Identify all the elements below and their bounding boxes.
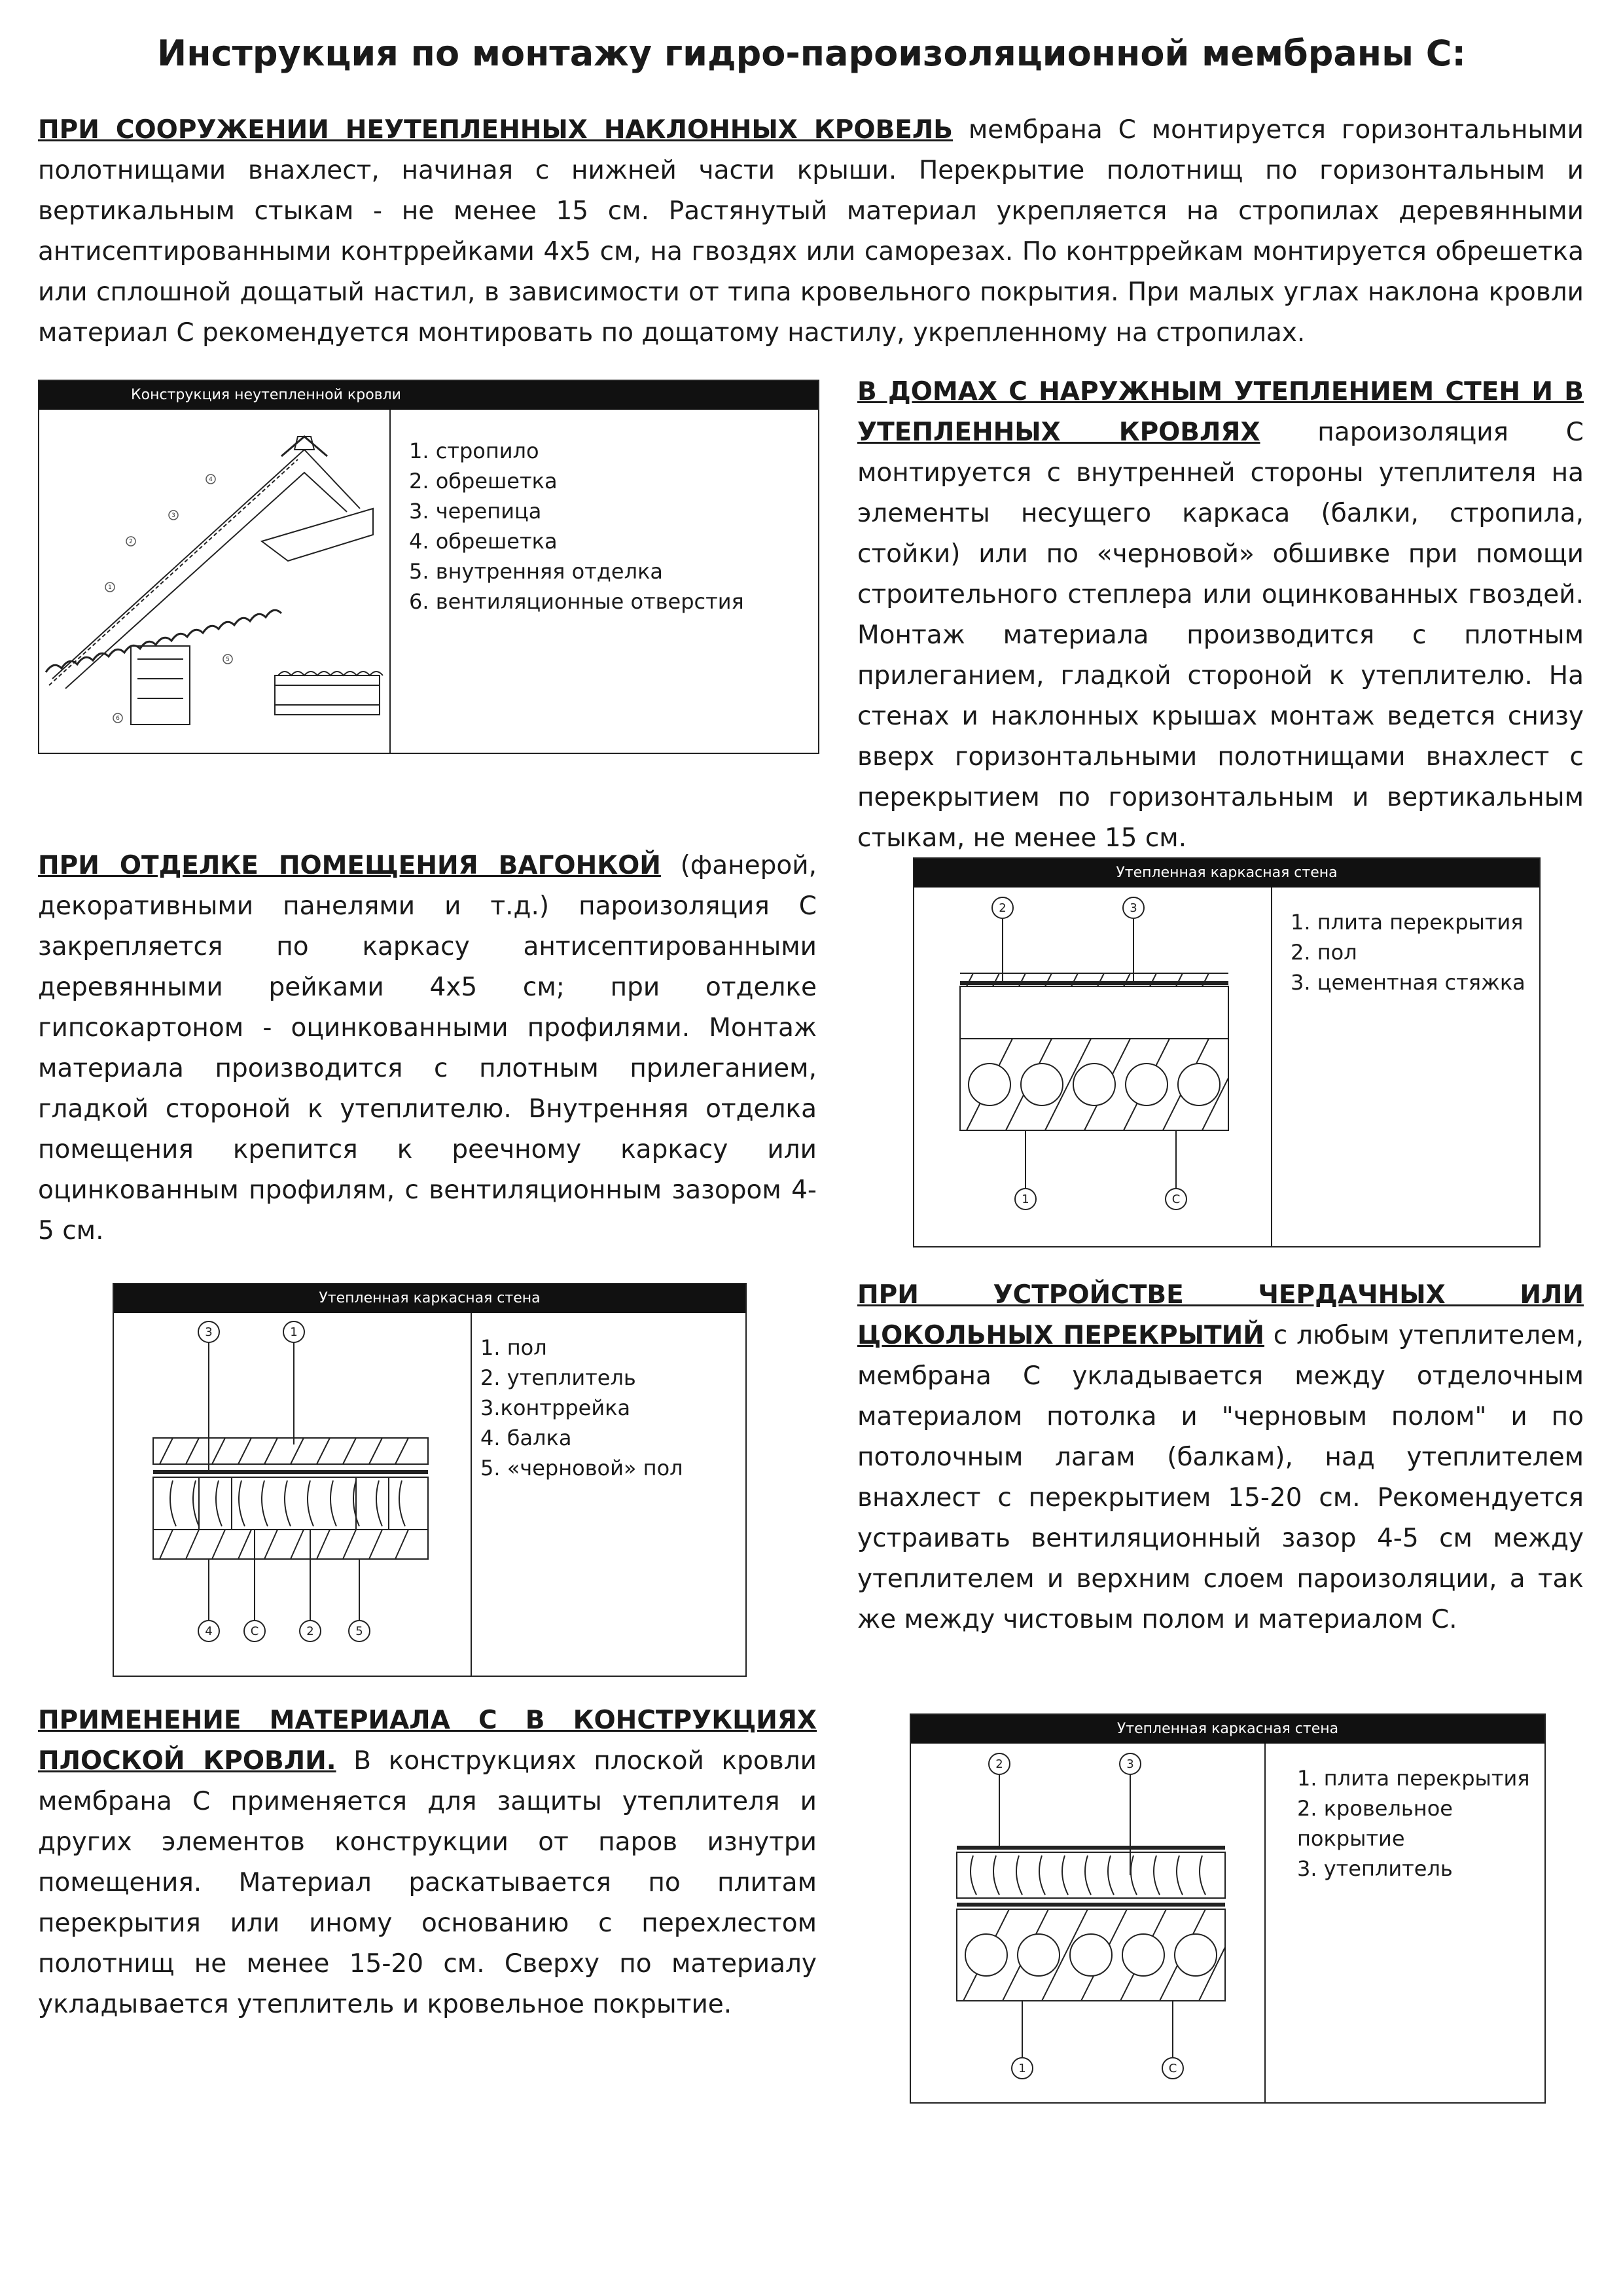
legend-item: 2. обрешетка	[409, 469, 558, 493]
figure-header: Утепленная каркасная стена	[914, 859, 1539, 888]
mark-label: 2	[999, 901, 1007, 915]
legend-item: 6. вентиляционные отверстия	[409, 589, 744, 614]
section-lead: ПРИ УСТРОЙСТВЕ ЧЕРДАЧНЫХ ИЛИ ЦОКОЛЬНЫХ ПЕРЕКРЫТИЙ	[857, 1280, 1584, 1350]
mark-label: 2	[995, 1757, 1003, 1771]
section-lead: ПРИ СООРУЖЕНИИ НЕУТЕПЛЕННЫХ НАКЛОННЫХ КРОВЕЛЬ	[38, 115, 953, 145]
mark-label: 3	[205, 1325, 213, 1339]
section-text: мембрана С монтируется горизонтальными полотнищами внахлест, начиная с нижней части крыши. Перекрытие полотнищ по горизонтальным и вертикальным стыкам - не менее 15 см. Растянутый материал укрепляется на стропилах деревянными антисептированными контррейками 4х5 см, на гвоздях или саморезах. По контррейкам монтируется обрешетка или сплошной дощатый настил, в зависимости от типа кровельного покрытия. При малых углах наклона кровли материал С рекомендуется монтировать по дощатому настилу, укрепленному на стропилах.	[38, 115, 1584, 348]
legend-item: 4. обрешетка	[409, 529, 558, 554]
legend-item: 3. цементная стяжка	[1291, 970, 1525, 995]
legend-item: 5. внутренняя отделка	[409, 559, 663, 584]
legend-item: 5. «черновой» пол	[480, 1456, 683, 1480]
wall2-drawing	[114, 1313, 472, 1676]
mark-label: 1	[1022, 1193, 1029, 1206]
mark-label: C	[1171, 1193, 1181, 1206]
mark-label: 4	[209, 476, 213, 483]
mark-label: 3	[1126, 1757, 1134, 1771]
mark-label: C	[1168, 2062, 1177, 2075]
legend-item: 1. плита перекрытия	[1291, 910, 1524, 935]
legend-item: 1. плита перекрытия	[1297, 1766, 1530, 1791]
mark-label: 4	[205, 1624, 213, 1638]
section-pitched-roof	[38, 110, 1584, 353]
mark-label: 5	[355, 1624, 363, 1638]
figure-legend	[1297, 1744, 1530, 2102]
mark-label: 3	[1130, 901, 1137, 915]
figure-header: Утепленная каркасная стена	[114, 1284, 745, 1313]
figure-header: Утепленная каркасная стена	[911, 1715, 1544, 1744]
mark-label: 1	[1018, 2062, 1026, 2075]
section-text: пароизоляция С монтируется с внутренней стороны утеплителя на элементы несущего каркаса (балки, стропила, стойки) или по «черновой» обшивке при помощи строительного степлера или оцинкованных гвоздей. Монтаж материала производится с плотным прилеганием, гладкой стороной к утеплителю. На стенах и наклонных крышах монтаж ведется снизу вверх горизонтальными полотнищами внахлест с перекрытием по горизонтальным и вертикальным стыкам, не менее 15 см.	[857, 418, 1584, 853]
mark-label: C	[250, 1624, 259, 1638]
legend-item: 3. утеплитель	[1297, 1856, 1453, 1881]
section-insulated-houses	[857, 372, 1584, 859]
figure-wall-3	[910, 1713, 1546, 2104]
legend-item: 2. пол	[1291, 940, 1357, 965]
legend-item: 3.контррейка	[480, 1395, 631, 1420]
wall1-drawing	[914, 888, 1272, 1246]
mark-label: 2	[129, 539, 133, 545]
section-text: (фанерой, декоративными панелями и т.д.) пароизоляция С закрепляется по каркасу антисептированными деревянными рейками 4х5 см; при отделке гипсокартоном - оцинкованными профилями. Монтаж материала производится с плотным прилеганием, гладкой стороной к утеплителю. Внутренняя отделка помещения крепится к реечному каркасу или оцинкованным профилям, с вентиляционным зазором 4-5 см.	[38, 851, 817, 1246]
legend-item: 4. балка	[480, 1426, 572, 1450]
figure-legend	[480, 1313, 745, 1676]
legend-item: 3. черепица	[409, 499, 542, 524]
figure-legend	[1291, 888, 1539, 1246]
mark-label: 1	[290, 1325, 298, 1339]
section-lead: ПРИМЕНЕНИЕ МАТЕРИАЛА С В КОНСТРУКЦИЯХ ПЛОСКОЙ КРОВЛИ.	[38, 1706, 817, 1776]
figure-legend	[409, 410, 818, 753]
section-flat-roof	[38, 1700, 817, 2025]
section-lead: В ДОМАХ С НАРУЖНЫМ УТЕПЛЕНИЕМ СТЕН И В УТЕПЛЕННЫХ КРОВЛЯХ	[857, 377, 1584, 447]
section-attic-floors	[857, 1275, 1584, 1640]
mark-label: 3	[171, 512, 175, 519]
figure-wall-2	[113, 1283, 747, 1677]
legend-item: 1. пол	[480, 1335, 547, 1360]
section-text: В конструкциях плоской кровли мембрана С применяется для защиты утеплителя и других элементов конструкции от паров изнутри помещения. Материал раскатывается по плитам перекрытия или иному основанию с перехлестом полотнищ не менее 15-20 см. Сверху по материалу укладывается утеплитель и кровельное покрытие.	[38, 1746, 817, 2019]
figure-roof	[38, 380, 819, 754]
section-paneling	[38, 846, 817, 1251]
roof-drawing	[39, 410, 391, 753]
mark-label: 1	[108, 584, 112, 591]
wall3-drawing	[911, 1744, 1266, 2102]
legend-item: 2. утеплитель	[480, 1365, 636, 1390]
mark-label: 2	[306, 1624, 314, 1638]
mark-label: 6	[116, 715, 120, 722]
legend-item: 1. стропило	[409, 439, 539, 463]
page-title: Инструкция по монтажу гидро-пароизоляционной мембраны С:	[157, 33, 1466, 74]
legend-item: 2. кровельное покрытие	[1297, 1796, 1453, 1851]
section-lead: ПРИ ОТДЕЛКЕ ПОМЕЩЕНИЯ ВАГОНКОЙ	[38, 851, 661, 880]
section-text: с любым утеплителем, мембрана С укладывается между отделочным материалом потолка и "черновым полом" и по потолочным лагам (балкам), над утеплителем внахлест с перекрытием 15-20 см. Рекомендуется устраивать вентиляционный зазор 4-5 см между утеплителем и верхним слоем пароизоляции, а так же между чистовым полом и материалом С.	[857, 1321, 1584, 1634]
figure-header: Конструкция неутепленной кровли	[39, 381, 818, 410]
mark-label: 5	[226, 656, 230, 663]
figure-wall-1	[913, 857, 1541, 1247]
